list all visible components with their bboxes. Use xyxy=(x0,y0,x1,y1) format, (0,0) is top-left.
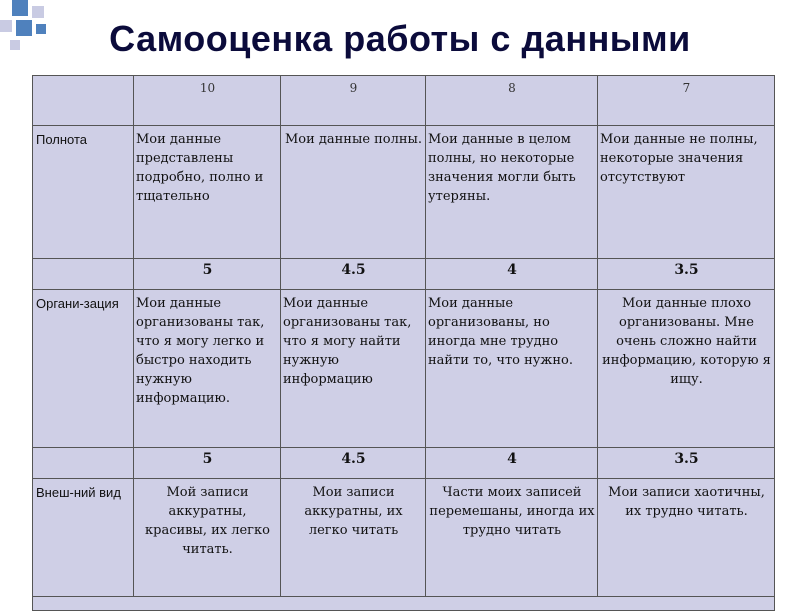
score-cell: 4 xyxy=(426,448,598,479)
description-cell: Мои данные организованы, но иногда мне трудно найти то, что нужно. xyxy=(426,290,598,448)
appearance-score-row xyxy=(33,448,775,479)
organization-score-row xyxy=(33,259,775,290)
cut-off-cell xyxy=(33,597,775,611)
score-header-cell: 9 xyxy=(281,76,426,126)
completeness-row xyxy=(33,126,775,259)
page-title: Самооценка работы с данными xyxy=(109,18,691,59)
description-cell: Мои данные в целом полны, но некоторые значения могли быть утеряны. xyxy=(426,126,598,259)
score-label-cell xyxy=(33,259,134,290)
assessment-table xyxy=(32,75,775,611)
description-cell: Мой записи аккуратны, красивы, их легко читать. xyxy=(134,479,281,597)
score-header-cell: 8 xyxy=(426,76,598,126)
header-score-row xyxy=(33,76,775,126)
score-cell: 5 xyxy=(134,448,281,479)
score-cell: 4.5 xyxy=(281,259,426,290)
criterion-label: Полнота xyxy=(33,126,134,259)
description-cell: Части моих записей перемешаны, иногда их трудно читать xyxy=(426,479,598,597)
criterion-header-cell xyxy=(33,76,134,126)
criterion-label: Внеш-ний вид xyxy=(33,479,134,597)
score-header-cell: 10 xyxy=(134,76,281,126)
description-cell: Мои данные полны. xyxy=(281,126,426,259)
description-cell: Мои данные представлены подробно, полно и тщательно xyxy=(134,126,281,259)
description-cell: Мои данные плохо организованы. Мне очень сложно найти информацию, которую я ищу. xyxy=(598,290,775,448)
score-label-cell xyxy=(33,448,134,479)
score-cell: 4.5 xyxy=(281,448,426,479)
score-header-cell: 7 xyxy=(598,76,775,126)
score-cell: 3.5 xyxy=(598,259,775,290)
score-cell: 5 xyxy=(134,259,281,290)
description-cell: Мои данные организованы так, что я могу найти нужную информацию xyxy=(281,290,426,448)
description-cell: Мои данные не полны, некоторые значения отсутствуют xyxy=(598,126,775,259)
description-cell: Мои записи аккуратны, их легко читать xyxy=(281,479,426,597)
description-cell: Мои записи хаотичны, их трудно читать. xyxy=(598,479,775,597)
score-cell: 4 xyxy=(426,259,598,290)
cut-off-row xyxy=(33,597,775,611)
criterion-label: Органи-зация xyxy=(33,290,134,448)
description-cell: Мои данные организованы так, что я могу легко и быстро находить нужную информацию. xyxy=(134,290,281,448)
score-cell: 3.5 xyxy=(598,448,775,479)
appearance-row xyxy=(33,479,775,597)
organization-row xyxy=(33,290,775,448)
